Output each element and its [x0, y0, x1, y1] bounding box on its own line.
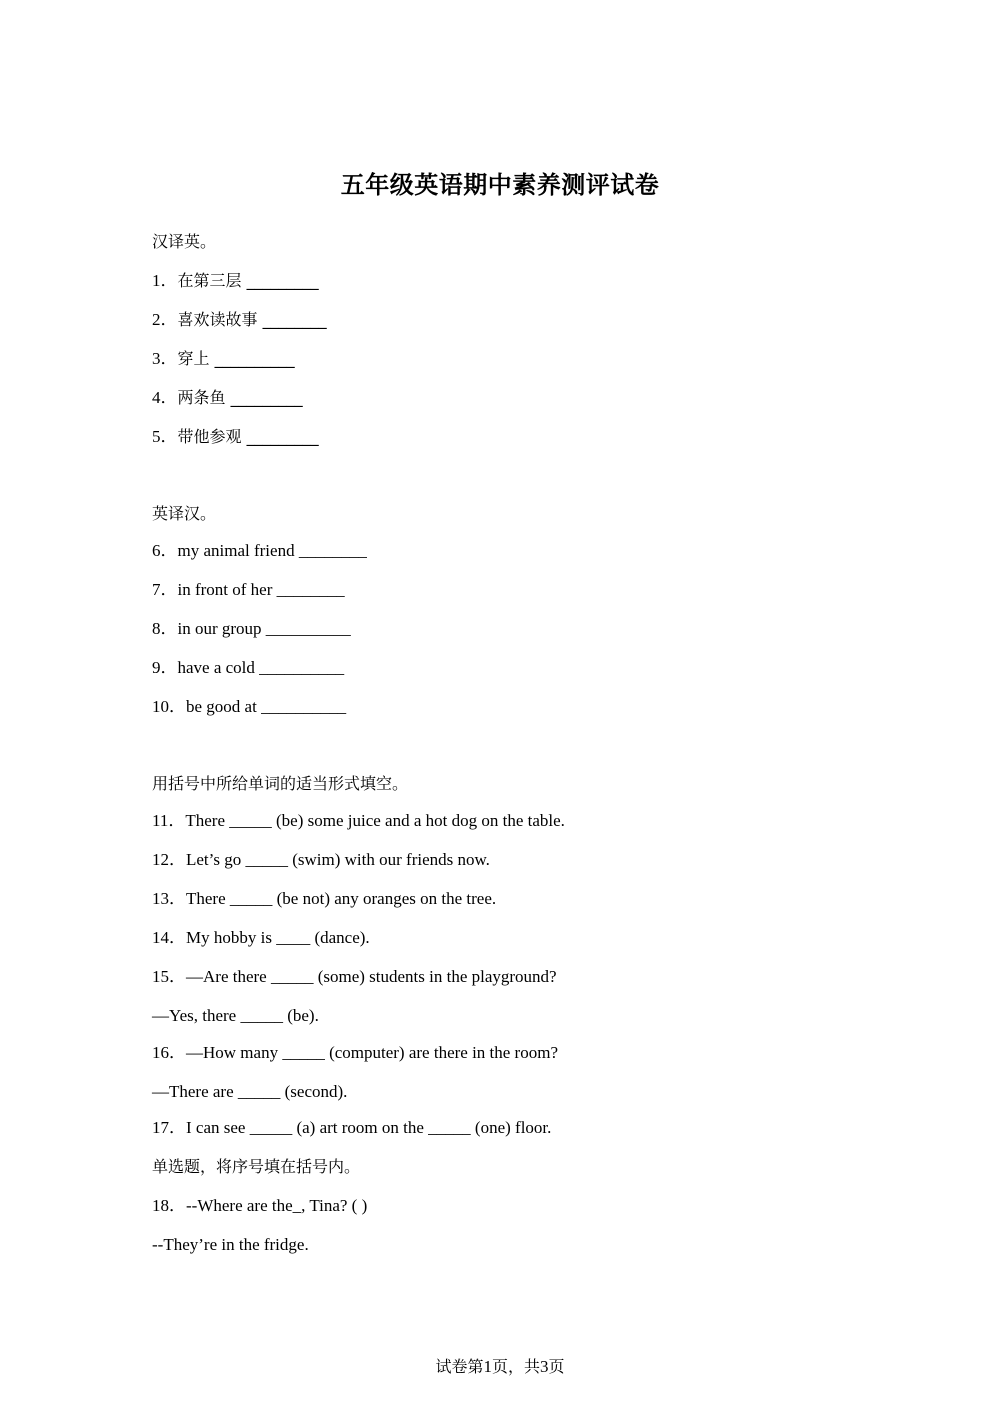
- question-12: [152, 848, 490, 872]
- question-18: [152, 1194, 367, 1218]
- question-6: [152, 539, 367, 563]
- question-7: [152, 578, 345, 602]
- page-title: 五年级英语期中素养测评试卷: [340, 171, 660, 199]
- section-heading-fill-in: 用括号中所给单词的适当形式填空。: [152, 774, 409, 793]
- question-16: [152, 1041, 558, 1065]
- question-15-answer-line: —Yes, there _____ (be).: [152, 1006, 319, 1025]
- question-number: 6．: [152, 541, 178, 560]
- question-text: There _____ (be not) any oranges on the tree.: [186, 889, 497, 908]
- question-text: —How many _____ (computer) are there in the room?: [186, 1043, 558, 1062]
- question-text: 两条鱼 _________: [177, 388, 303, 407]
- question-5: [152, 425, 319, 449]
- footer-total-pages: 3: [540, 1357, 549, 1376]
- question-number: 9．: [152, 658, 178, 677]
- question-1: [152, 269, 319, 293]
- question-8: [152, 617, 351, 641]
- question-9: [152, 656, 344, 680]
- question-text: my animal friend ________: [177, 541, 367, 560]
- question-15: [152, 965, 557, 989]
- question-16-answer-line: —There are _____ (second).: [152, 1082, 348, 1101]
- question-13: [152, 887, 496, 911]
- footer-suffix: 页: [548, 1357, 565, 1376]
- question-number: 5．: [152, 427, 178, 446]
- section-heading-multiple-choice: 单选题，将序号填在括号内。: [152, 1157, 361, 1176]
- question-text: I can see _____ (a) art room on the _____ (one) floor.: [186, 1118, 552, 1137]
- question-number: 13．: [152, 889, 186, 908]
- question-14: [152, 926, 370, 950]
- question-number: 11．: [152, 811, 186, 830]
- question-text: --Where are the_, Tina? ( ): [186, 1196, 368, 1215]
- page-footer: [0, 1355, 1000, 1379]
- question-number: 2．: [152, 310, 178, 329]
- question-number: 3．: [152, 349, 178, 368]
- question-number: 17．: [152, 1118, 186, 1137]
- question-number: 14．: [152, 928, 186, 947]
- question-text: 喜欢读故事 ________: [177, 310, 327, 329]
- question-text: Let’s go _____ (swim) with our friends now.: [186, 850, 490, 869]
- question-number: 1．: [152, 271, 178, 290]
- question-number: 16．: [152, 1043, 186, 1062]
- question-number: 18．: [152, 1196, 186, 1215]
- question-17: [152, 1116, 551, 1140]
- question-number: 12．: [152, 850, 186, 869]
- question-text: have a cold __________: [177, 658, 345, 677]
- footer-prefix: 试卷第: [435, 1357, 484, 1376]
- question-number: 7．: [152, 580, 178, 599]
- question-text: —Are there _____ (some) students in the playground?: [186, 967, 557, 986]
- footer-page-number: 1: [483, 1357, 492, 1376]
- question-text: My hobby is ____ (dance).: [186, 928, 370, 947]
- question-text: in front of her ________: [177, 580, 345, 599]
- question-text: be good at __________: [186, 697, 347, 716]
- question-text: 穿上 __________: [177, 349, 295, 368]
- question-number: 10．: [152, 697, 186, 716]
- question-11: [152, 809, 565, 833]
- question-text: There _____ (be) some juice and a hot dog on the table.: [185, 811, 565, 830]
- question-number: 15．: [152, 967, 186, 986]
- question-2: [152, 308, 327, 332]
- question-18-answer-line: --They’re in the fridge.: [152, 1235, 309, 1254]
- question-number: 4．: [152, 388, 178, 407]
- question-text: 在第三层 _________: [177, 271, 319, 290]
- footer-middle: 页，共: [491, 1357, 540, 1376]
- section-heading-en-to-cn: 英译汉。: [152, 504, 217, 523]
- question-text: in our group __________: [177, 619, 351, 638]
- question-10: [152, 695, 346, 719]
- question-4: [152, 386, 303, 410]
- section-heading-cn-to-en: 汉译英。: [152, 232, 217, 251]
- question-text: 带他参观 _________: [177, 427, 319, 446]
- question-3: [152, 347, 295, 371]
- question-number: 8．: [152, 619, 178, 638]
